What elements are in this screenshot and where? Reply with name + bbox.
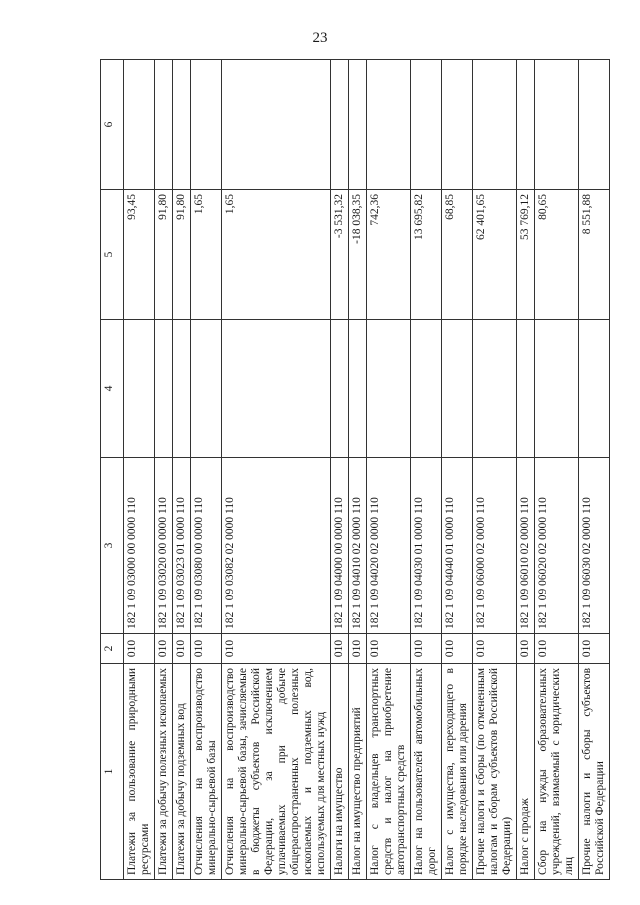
row-col6-cell [367, 60, 411, 190]
row-col6-cell [124, 60, 155, 190]
row-col6-cell [222, 60, 331, 190]
row-amount-cell: -3 531,32 [331, 190, 349, 320]
row-col4-cell [124, 320, 155, 458]
row-kbk-cell: 182 1 09 04040 01 0000 110 [442, 458, 473, 634]
table-row [155, 60, 173, 880]
row-amount-cell: 68,85 [442, 190, 473, 320]
row-col6-cell [331, 60, 349, 190]
row-name-cell: Налог с продаж [517, 664, 535, 880]
table-row [331, 60, 349, 880]
page-number: 23 [312, 30, 328, 46]
rotated-table-container [100, 60, 620, 880]
row-col4-cell [579, 320, 610, 458]
row-col4-cell [222, 320, 331, 458]
row-col4-cell [442, 320, 473, 458]
row-code-cell: 010 [124, 634, 155, 664]
row-col6-cell [155, 60, 173, 190]
row-name-cell: Отчисления на воспроизводство минерально-сырьевой базы, зачисляемые в бюджеты субъектов Российской Федерации, за исключением уплачиваемых при добыче общераспространенных полезных ископаемых и подземных вод, используемых для местных нужд [222, 664, 331, 880]
row-kbk-cell: 182 1 09 03082 02 0000 110 [222, 458, 331, 634]
row-name-cell: Прочие налоги и сборы (по отмененным налогам и сборам субъектов Российской Федерации) [473, 664, 517, 880]
row-kbk-cell: 182 1 09 04010 02 0000 110 [349, 458, 367, 634]
row-amount-cell: 1,65 [222, 190, 331, 320]
row-kbk-cell: 182 1 09 03080 00 0000 110 [191, 458, 222, 634]
row-code-cell: 010 [155, 634, 173, 664]
row-col6-cell [191, 60, 222, 190]
row-name-cell: Платежи за добычу подземных вод [173, 664, 191, 880]
row-col4-cell [155, 320, 173, 458]
row-kbk-cell: 182 1 09 03023 01 0000 110 [173, 458, 191, 634]
row-amount-cell: 53 769,12 [517, 190, 535, 320]
row-amount-cell: 742,36 [367, 190, 411, 320]
table-row [367, 60, 411, 880]
row-kbk-cell: 182 1 09 03000 00 0000 110 [124, 458, 155, 634]
row-amount-cell: 93,45 [124, 190, 155, 320]
table-row [349, 60, 367, 880]
header-cell: 1 [101, 664, 124, 880]
row-col6-cell [442, 60, 473, 190]
row-name-cell: Отчисления на воспроизводство минерально-сырьевой базы [191, 664, 222, 880]
row-kbk-cell: 182 1 09 04030 01 0000 110 [411, 458, 442, 634]
table-row [191, 60, 222, 880]
row-name-cell: Налог на пользователей автомобильных дорог [411, 664, 442, 880]
row-kbk-cell: 182 1 09 06010 02 0000 110 [517, 458, 535, 634]
table-row [442, 60, 473, 880]
row-amount-cell: 1,65 [191, 190, 222, 320]
header-cell: 2 [101, 634, 124, 664]
revenue-table [100, 59, 610, 880]
row-name-cell: Налоги на имущество [331, 664, 349, 880]
table-header-row [101, 60, 124, 880]
row-col6-cell [473, 60, 517, 190]
row-col4-cell [473, 320, 517, 458]
row-code-cell: 010 [191, 634, 222, 664]
row-col4-cell [535, 320, 579, 458]
row-name-cell: Налог с имущества, переходящего в порядке наследования или дарения [442, 664, 473, 880]
table-row [222, 60, 331, 880]
row-col4-cell [517, 320, 535, 458]
row-kbk-cell: 182 1 09 03020 00 0000 110 [155, 458, 173, 634]
row-code-cell: 010 [331, 634, 349, 664]
table-row [411, 60, 442, 880]
row-col6-cell [579, 60, 610, 190]
row-code-cell: 010 [579, 634, 610, 664]
row-amount-cell: 8 551,88 [579, 190, 610, 320]
row-code-cell: 010 [222, 634, 331, 664]
row-amount-cell: 80,65 [535, 190, 579, 320]
row-name-cell: Налог на имущество предприятий [349, 664, 367, 880]
table-row [173, 60, 191, 880]
header-cell: 3 [101, 458, 124, 634]
row-code-cell: 010 [442, 634, 473, 664]
header-cell: 4 [101, 320, 124, 458]
row-code-cell: 010 [411, 634, 442, 664]
row-code-cell: 010 [173, 634, 191, 664]
row-name-cell: Платежи за пользование природными ресурсами [124, 664, 155, 880]
table-row [517, 60, 535, 880]
row-code-cell: 010 [349, 634, 367, 664]
row-col6-cell [535, 60, 579, 190]
row-kbk-cell: 182 1 09 06030 02 0000 110 [579, 458, 610, 634]
row-amount-cell: 13 695,82 [411, 190, 442, 320]
row-col4-cell [411, 320, 442, 458]
table-row [535, 60, 579, 880]
row-col4-cell [191, 320, 222, 458]
table-row [124, 60, 155, 880]
row-code-cell: 010 [367, 634, 411, 664]
row-col6-cell [411, 60, 442, 190]
row-amount-cell: 91,80 [173, 190, 191, 320]
row-code-cell: 010 [517, 634, 535, 664]
table-row [473, 60, 517, 880]
row-kbk-cell: 182 1 09 04000 00 0000 110 [331, 458, 349, 634]
row-col6-cell [517, 60, 535, 190]
row-name-cell: Прочие налоги и сборы субъектов Российской Федерации [579, 664, 610, 880]
row-col4-cell [331, 320, 349, 458]
row-amount-cell: -18 038,35 [349, 190, 367, 320]
header-cell: 6 [101, 60, 124, 190]
row-col4-cell [349, 320, 367, 458]
row-col4-cell [367, 320, 411, 458]
row-kbk-cell: 182 1 09 06020 02 0000 110 [535, 458, 579, 634]
row-name-cell: Платежи за добычу полезных ископаемых [155, 664, 173, 880]
header-cell: 5 [101, 190, 124, 320]
row-kbk-cell: 182 1 09 06000 02 0000 110 [473, 458, 517, 634]
row-name-cell: Налог с владельцев транспортных средств и налог на приобретение автотранспортных средств [367, 664, 411, 880]
row-col6-cell [349, 60, 367, 190]
row-col6-cell [173, 60, 191, 190]
row-name-cell: Сбор на нужды образовательных учреждений, взимаемый с юридических лиц [535, 664, 579, 880]
row-kbk-cell: 182 1 09 04020 02 0000 110 [367, 458, 411, 634]
row-code-cell: 010 [473, 634, 517, 664]
row-code-cell: 010 [535, 634, 579, 664]
table-row [579, 60, 610, 880]
row-amount-cell: 62 401,65 [473, 190, 517, 320]
row-amount-cell: 91,80 [155, 190, 173, 320]
row-col4-cell [173, 320, 191, 458]
